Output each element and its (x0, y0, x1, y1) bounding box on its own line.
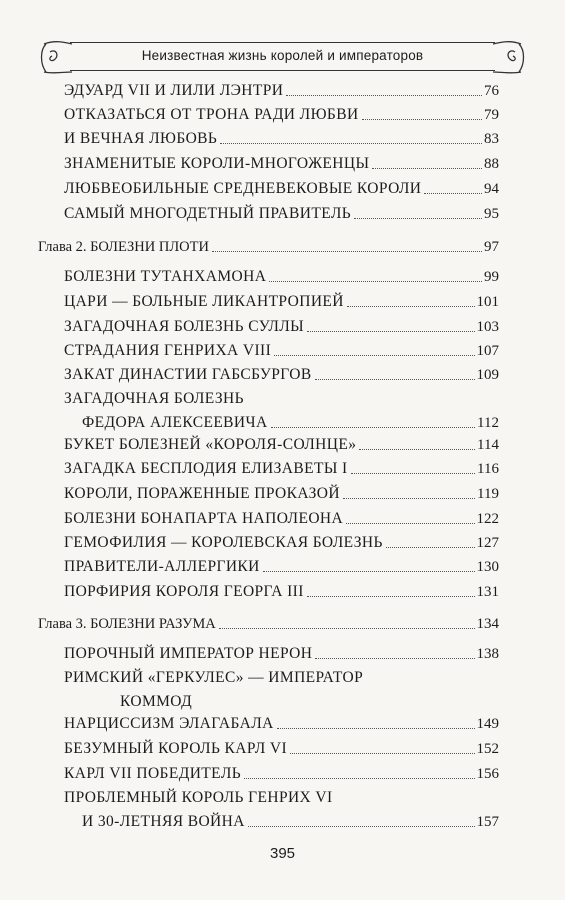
toc-entry (64, 558, 499, 576)
toc-page: 134 (476, 616, 499, 632)
toc-entry (64, 789, 499, 831)
toc-title: ЗАКАТ ДИНАСТИИ ГАБСБУРГОВ (64, 366, 312, 383)
toc-entry (64, 268, 499, 286)
toc-entry (64, 155, 499, 173)
toc-entry (64, 534, 499, 552)
toc-page: 101 (476, 294, 499, 310)
toc-page: 103 (476, 319, 499, 335)
dot-leader (343, 498, 475, 499)
toc-page: 76 (484, 83, 499, 99)
toc-page: 99 (484, 269, 499, 285)
toc-page: 88 (484, 156, 499, 172)
toc-title: КАРЛ VII ПОБЕДИТЕЛЬ (64, 765, 242, 782)
toc-entry (64, 583, 499, 601)
toc-entry (64, 106, 499, 124)
toc-page: 112 (477, 415, 499, 431)
toc-title: ЗАГАДКА БЕСПЛОДИЯ ЕЛИЗАВЕТЫ I (64, 460, 348, 477)
toc-entry (64, 293, 499, 311)
toc-page: 152 (476, 741, 499, 757)
toc-entry (64, 390, 499, 432)
toc-entry (64, 205, 499, 223)
dot-leader (244, 778, 474, 779)
toc-title: БЕЗУМНЫЙ КОРОЛЬ КАРЛ VI (64, 740, 288, 757)
toc-title: САМЫЙ МНОГОДЕТНЫЙ ПРАВИТЕЛЬ (64, 205, 352, 222)
dot-leader (351, 473, 475, 474)
toc-title: КОРОЛИ, ПОРАЖЕННЫЕ ПРОКАЗОЙ (64, 485, 340, 502)
toc-entry (64, 765, 499, 783)
toc-title: СТРАДАНИЯ ГЕНРИХА VIII (64, 342, 272, 359)
toc-title: ЦАРИ — БОЛЬНЫЕ ЛИКАНТРОПИЕЙ (64, 293, 344, 310)
toc-entry (64, 645, 499, 663)
toc-page: 109 (476, 367, 499, 383)
dot-leader (248, 826, 475, 827)
toc-page: 138 (476, 646, 499, 662)
toc-page: 130 (476, 559, 499, 575)
header-title: Неизвестная жизнь королей и императоров (141, 48, 424, 63)
toc-title: БУКЕТ БОЛЕЗНЕЙ «КОРОЛЯ-СОЛНЦЕ» (64, 436, 357, 453)
dot-leader (263, 571, 475, 572)
toc-title: БОЛЕЗНИ БОНАПАРТА НАПОЛЕОНА (64, 510, 344, 527)
toc-title: БОЛЕЗНИ ТУТАНХАМОНА (64, 268, 267, 285)
dot-leader (290, 753, 474, 754)
toc-entry (64, 82, 499, 100)
dot-leader (271, 427, 475, 428)
dot-leader (354, 218, 482, 219)
toc-page: 107 (476, 343, 499, 359)
toc-entry (64, 485, 499, 503)
dot-leader (386, 547, 475, 548)
toc-entry (64, 130, 499, 148)
toc-entry (64, 715, 499, 733)
dot-leader (269, 281, 482, 282)
toc-entry (64, 366, 499, 384)
toc-entry (64, 318, 499, 336)
toc-chapter (38, 238, 499, 256)
toc-title: ОТКАЗАТЬСЯ ОТ ТРОНА РАДИ ЛЮБВИ (64, 106, 359, 123)
toc-title: ПОРФИРИЯ КОРОЛЯ ГЕОРГА III (64, 583, 304, 600)
toc-page: 119 (477, 486, 499, 502)
dot-leader (359, 449, 475, 450)
toc-title-line1: ПРОБЛЕМНЫЙ КОРОЛЬ ГЕНРИХ VI (64, 789, 333, 806)
toc-page: 116 (477, 461, 499, 477)
toc-title: НАРЦИССИЗМ ЭЛАГАБАЛА (64, 715, 274, 732)
dot-leader (372, 168, 482, 169)
dot-leader (219, 628, 475, 629)
toc-title-line2: ФЕДОРА АЛЕКСЕЕВИЧА (82, 414, 268, 431)
toc-chapter (38, 615, 499, 633)
toc-entry (64, 510, 499, 528)
dot-leader (220, 143, 482, 144)
toc-title: И ВЕЧНАЯ ЛЮБОВЬ (64, 130, 218, 147)
toc-title: Глава 3. БОЛЕЗНИ РАЗУМА (38, 616, 216, 632)
toc-title-line2: И 30-ЛЕТНЯЯ ВОЙНА (82, 813, 245, 830)
dot-leader (307, 331, 474, 332)
toc-page: 127 (476, 535, 499, 551)
dot-leader (362, 119, 482, 120)
toc-page: 149 (476, 716, 499, 732)
toc-page: 114 (477, 437, 499, 453)
toc-title: ГЕМОФИЛИЯ — КОРОЛЕВСКАЯ БОЛЕЗНЬ (64, 534, 383, 551)
toc-page: 79 (484, 107, 499, 123)
dot-leader (212, 251, 482, 252)
dot-leader (277, 728, 475, 729)
toc-title-line1: РИМСКИЙ «ГЕРКУЛЕС» — ИМПЕРАТОР (64, 669, 364, 686)
toc-page: 97 (484, 239, 499, 255)
toc-page: 156 (476, 766, 499, 782)
dot-leader (346, 523, 474, 524)
toc-entry (64, 436, 499, 454)
toc-title: ЗНАМЕНИТЫЕ КОРОЛИ-МНОГОЖЕНЦЫ (64, 155, 370, 172)
toc-entry (64, 180, 499, 198)
toc-title: ЗАГАДОЧНАЯ БОЛЕЗНЬ СУЛЛЫ (64, 318, 305, 335)
dot-leader (315, 379, 475, 380)
dot-leader (307, 596, 475, 597)
toc-title: Глава 2. БОЛЕЗНИ ПЛОТИ (38, 239, 209, 255)
dot-leader (347, 306, 475, 307)
toc-page: 122 (476, 511, 499, 527)
toc-entry (64, 342, 499, 360)
dot-leader (274, 355, 474, 356)
page-number: 395 (269, 845, 296, 862)
toc-title: ПОРОЧНЫЙ ИМПЕРАТОР НЕРОН (64, 645, 313, 662)
toc-title-line1: ЗАГАДОЧНАЯ БОЛЕЗНЬ (64, 390, 244, 407)
toc-title-line2: КОММОД (120, 693, 193, 710)
toc-page: 157 (476, 814, 499, 830)
dot-leader (424, 193, 482, 194)
toc-page: 131 (476, 584, 499, 600)
toc-entry (64, 669, 499, 711)
toc-title: ЭДУАРД VII И ЛИЛИ ЛЭНТРИ (64, 82, 284, 99)
toc-page: 94 (484, 181, 499, 197)
toc-page: 83 (484, 131, 499, 147)
toc-entry (64, 740, 499, 758)
dot-leader (286, 95, 482, 96)
toc-title: ЛЮБВЕОБИЛЬНЫЕ СРЕДНЕВЕКОВЫЕ КОРОЛИ (64, 180, 422, 197)
toc-page: 95 (484, 206, 499, 222)
toc-title: ПРАВИТЕЛИ-АЛЛЕРГИКИ (64, 558, 260, 575)
dot-leader (315, 658, 474, 659)
toc-entry (64, 460, 499, 478)
